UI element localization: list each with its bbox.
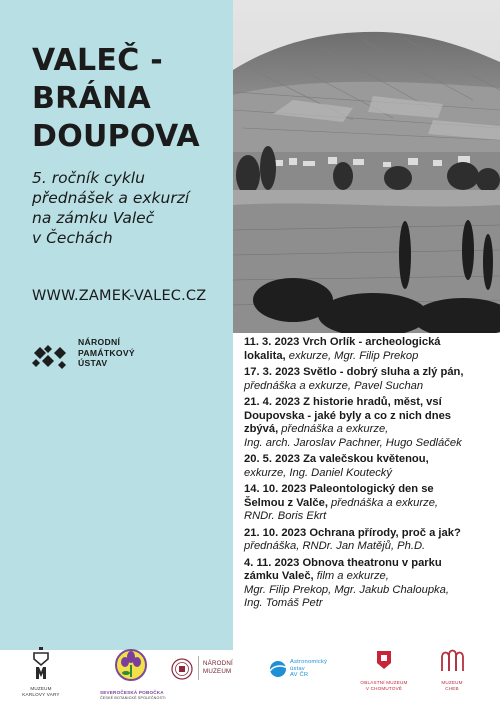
event-detail-text: film a exkurze, bbox=[313, 570, 389, 582]
partner-severoceska-pobocka bbox=[100, 645, 166, 707]
event-title-text: Doupovska - jaké byly a co z nich dnes bbox=[244, 409, 452, 422]
organizer-line: PAMÁTKOVÝ bbox=[78, 347, 135, 358]
event-line bbox=[244, 597, 494, 611]
event-line bbox=[244, 527, 494, 541]
event-title-text: 21. 4. 2023 Z historie hradů, měst, vsí bbox=[244, 396, 442, 408]
subtitle-line: přednášek a exkurzí bbox=[32, 189, 190, 207]
event-title-text: zámku Valeč, bbox=[244, 570, 314, 582]
cheb-arches-icon bbox=[439, 645, 465, 675]
event-detail-text: Ing. arch. Jaroslav Pachner, Hugo Sedláček bbox=[244, 436, 462, 449]
event-title-text: 11. 3. 2023 Vrch Orlík - archeologická bbox=[244, 336, 441, 348]
title-line: VALEČ - bbox=[32, 43, 164, 78]
event-item bbox=[244, 483, 494, 524]
title-line: DOUPOVA bbox=[32, 119, 200, 154]
event-detail-text: Ing. Tomáš Petr bbox=[244, 597, 323, 609]
event-line bbox=[244, 570, 494, 584]
narodni-muzeum-seal-icon bbox=[170, 657, 194, 686]
landscape-photo bbox=[233, 0, 500, 333]
partner-caption: KARLOVY VARY bbox=[22, 691, 60, 697]
subtitle-line: 5. ročník cyklu bbox=[32, 169, 145, 187]
partner-caption: Astronomický bbox=[290, 659, 328, 665]
event-line bbox=[244, 423, 494, 437]
partner-caption: AV ČR bbox=[290, 672, 309, 679]
partner-caption: ústav bbox=[290, 665, 305, 672]
event-line bbox=[244, 557, 494, 571]
chomutov-museum-icon bbox=[369, 645, 399, 675]
event-detail-text: přednáška, RNDr. Jan Matějů, Ph.D. bbox=[244, 540, 426, 552]
event-line bbox=[244, 540, 494, 554]
event-detail-text: exkurze, Ing. Daniel Koutecký bbox=[244, 466, 392, 479]
event-line bbox=[244, 497, 494, 511]
astronomy-swoosh-icon bbox=[268, 659, 288, 684]
event-line bbox=[244, 396, 494, 410]
flower-badge-icon bbox=[113, 645, 149, 685]
partner-astronomicky-ustav bbox=[268, 645, 340, 707]
event-line bbox=[244, 366, 494, 380]
event-line bbox=[244, 437, 494, 451]
event-line bbox=[244, 453, 494, 467]
karlovy-vary-crest-icon bbox=[29, 645, 53, 681]
partner-oblastni-muzeum-chomutov bbox=[352, 645, 416, 707]
event-line bbox=[244, 410, 494, 424]
event-item bbox=[244, 453, 494, 480]
event-title-text: 17. 3. 2023 Světlo - dobrý sluha a zlý pán, bbox=[244, 366, 464, 378]
event-title-text: 21. 10. 2023 Ochrana přírody, proč a jak? bbox=[244, 526, 461, 539]
event-title-text: 4. 11. 2023 Obnova theatronu v parku bbox=[244, 556, 442, 569]
event-line bbox=[244, 584, 494, 598]
event-title-text: 14. 10. 2023 Paleontologický den se bbox=[244, 483, 434, 495]
event-line bbox=[244, 336, 494, 350]
partner-caption: MUZEUM bbox=[441, 680, 463, 685]
event-detail-text: přednáška a exkurze, Pavel Suchan bbox=[244, 379, 424, 392]
event-item bbox=[244, 396, 494, 450]
organizer-logo bbox=[28, 337, 188, 381]
event-item bbox=[244, 527, 494, 554]
partner-caption: MUZEUM bbox=[30, 686, 52, 691]
event-title-text: lokalita, bbox=[244, 349, 286, 362]
event-program bbox=[244, 336, 494, 614]
event-line bbox=[244, 510, 494, 524]
event-line bbox=[244, 380, 494, 394]
event-item bbox=[244, 366, 494, 393]
poster-title bbox=[32, 42, 200, 156]
partner-caption: CHEB bbox=[445, 685, 459, 691]
event-item bbox=[244, 336, 494, 363]
partner-narodni-muzeum bbox=[170, 645, 242, 707]
event-detail-text: Mgr. Filip Prekop, Mgr. Jakub Chaloupka, bbox=[244, 583, 449, 596]
event-item bbox=[244, 557, 494, 611]
partner-caption: V CHOMUTOVĚ bbox=[365, 685, 403, 691]
event-title-text: Šelmou z Valče, bbox=[244, 496, 328, 509]
subtitle-line: na zámku Valeč bbox=[32, 209, 155, 227]
partner-logos bbox=[0, 645, 500, 707]
partner-caption: OBLASTNÍ MUZEUM bbox=[360, 680, 408, 685]
event-line bbox=[244, 467, 494, 481]
event-title-text: zbývá, bbox=[244, 423, 279, 435]
npu-diamond-icon bbox=[28, 343, 72, 373]
website-link[interactable]: WWW.ZAMEK-VALEC.CZ bbox=[32, 288, 207, 304]
event-detail-text: přednáška a exkurze, bbox=[327, 496, 439, 509]
subtitle-line: v Čechách bbox=[32, 229, 113, 247]
organizer-line: ÚSTAV bbox=[78, 358, 108, 368]
partner-caption: MUZEUM bbox=[203, 667, 232, 675]
organizer-line: NÁRODNÍ bbox=[78, 337, 121, 347]
partner-caption: SEVEROČESKÁ POBOČKA bbox=[100, 690, 164, 695]
event-line bbox=[244, 350, 494, 364]
partner-caption: ČESKÉ BOTANICKÉ SPOLEČNOSTI bbox=[100, 695, 166, 700]
partner-muzeum-cheb bbox=[432, 645, 472, 707]
event-line bbox=[244, 483, 494, 497]
event-detail-text: přednáška a exkurze, bbox=[278, 423, 389, 435]
poster-subtitle bbox=[32, 168, 232, 248]
event-detail-text: exkurze, Mgr. Filip Prekop bbox=[285, 349, 419, 362]
event-title-text: 20. 5. 2023 Za valečskou květenou, bbox=[244, 453, 429, 465]
partner-karlovy-vary bbox=[18, 645, 64, 707]
event-detail-text: RNDr. Boris Ekrt bbox=[244, 510, 327, 522]
title-line: BRÁNA bbox=[32, 81, 152, 116]
partner-caption: NÁRODNÍ bbox=[203, 660, 233, 667]
